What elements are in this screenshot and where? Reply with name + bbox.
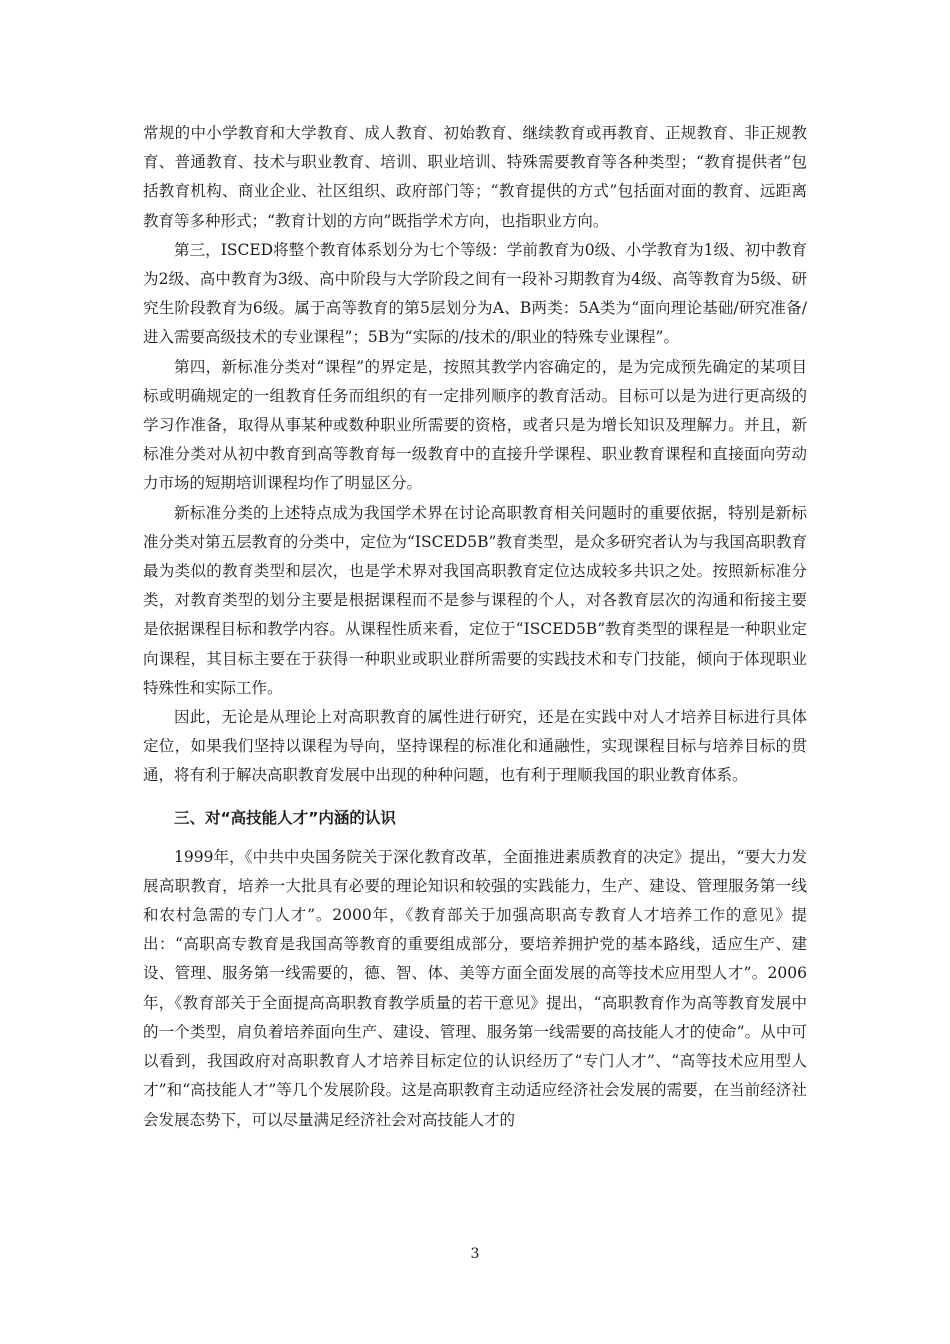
paragraph-fourth-point: 第四，新标准分类对“课程”的界定是，按照其教学内容确定的，是为完成预先确定的某项目标或明确规定的一组教育任务而组织的有一定排列顺序的教育活动。目标可以是为进行更高级的学习作准备，取得从事某种或数种职业所需要的资格，或者只是为增长知识及理解力。并且，新标准分类对从初中教育到高等教育每一级教育中的直接升学课程、职业教育课程和直接面向劳动力市场的短期培训课程均作了明显区分。 (143, 357, 807, 493)
document-body (143, 119, 807, 1135)
paragraph-third-point: 第三，ISCED将整个教育体系划分为七个等级：学前教育为0级、小学教育为1级、初中教育为2级、高中教育为3级、高中阶段与大学阶段之间有一段补习期教育为4级、高等教育为5级、研究生阶段教育为6级。属于高等教育的第5层划分为A、B两类：5A类为“面向理论基础/研究准备/进入需要高级技术的专业课程”；5B为“实际的/技术的/职业的特殊专业课程”。 (143, 240, 807, 347)
paragraph-conclusion: 因此，无论是从理论上对高职教育的属性进行研究，还是在实践中对人才培养目标进行具体定位，如果我们坚持以课程为导向，坚持课程的标准化和通融性，实现课程目标与培养目标的贯通，将有利于解决高职教育发展中出现的种种问题，也有利于理顺我国的职业教育体系。 (143, 708, 807, 785)
section-heading: 三、对“高技能人才”内涵的认识 (174, 808, 396, 827)
paragraph-policy-history: 1999年，《中共中央国务院关于深化教育改革，全面推进素质教育的决定》提出，“要大力发展高职教育，培养一大批具有必要的理论知识和较强的实践能力，生产、建设、管理服务第一线和农村急需的专门人才”。2000年，《教育部关于加强高职高专教育人才培养工作的意见》提出：“高职高专教育是我国高等教育的重要组成部分，要培养拥护党的基本路线，适应生产、建设、管理、服务第一线需要的，德、智、体、美等方面全面发展的高等技术应用型人才”。2006年，《教育部关于全面提高高职教育教学质量的若干意见》提出，“高职教育作为高等教育发展中的一个类型，肩负着培养面向生产、建设、管理、服务第一线需要的高技能人才的使命”。从中可以看到，我国政府对高职教育人才培养目标定位的认识经历了“专门人才”、“高等技术应用型人才”和“高技能人才”等几个发展阶段。这是高职教育主动适应经济社会发展的需要，在当前经济社会发展态势下，可以尽量满足经济社会对高技能人才的 (143, 847, 807, 1129)
paragraph-continuation: 常规的中小学教育和大学教育、成人教育、初始教育、继续教育或再教育、正规教育、非正规教育、普通教育、技术与职业教育、培训、职业培训、特殊需要教育等各种类型；“教育提供者”包括教育机构、商业企业、社区组织、政府部门等；“教育提供的方式”包括面对面的教育、远距离教育等多种形式；“教育计划的方向”既指学术方向，也指职业方向。 (143, 124, 807, 230)
page-number: 3 (470, 1246, 480, 1262)
paragraph-standard-features: 新标准分类的上述特点成为我国学术界在讨论高职教育相关问题时的重要依据，特别是新标准分类对第五层教育的分类中，定位为“ISCED5B”教育类型，是众多研究者认为与我国高职教育最为类似的教育类型和层次，也是学术界对我国高职教育定位达成较多共识之处。按照新标准分类，对教育类型的划分主要是根据课程而不是参与课程的个人，对各教育层次的沟通和衔接主要是依据课程目标和教学内容。从课程性质来看，定位于“ISCED5B”教育类型的课程是一种职业定向课程，其目标主要在于获得一种职业或职业群所需要的实践技术和专门技能，倾向于体现职业特殊性和实际工作。 (143, 503, 807, 697)
